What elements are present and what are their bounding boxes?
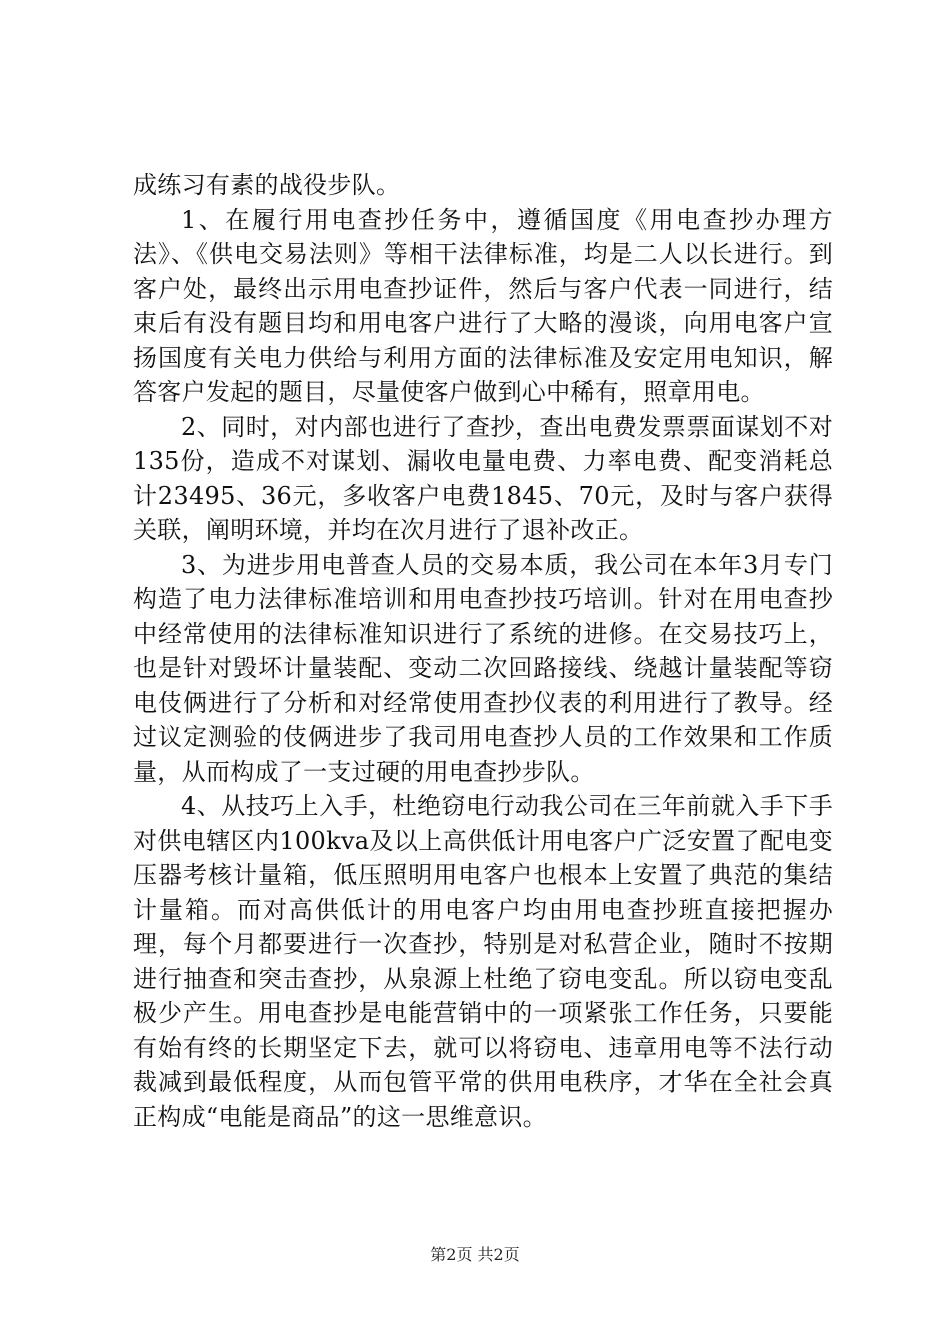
paragraph-item-4: 4、从技巧上入手，杜绝窃电行动我公司在三年前就入手下手对供电辖区内100kva及以上高供低计用电客户广泛安置了配电变压器考核计量箱，低压照明用电客户也根本上安置了典范的集结计量箱。而对高供低计的用电客户均由用电查抄班直接把握办理，每个月都要进行一次查抄，特别是对私营企业，随时不按期进行抽查和突击查抄，从泉源上杜绝了窃电变乱。所以窃电变乱极少产生。用电查抄是电能营销中的一项紧张工作任务，只要能有始有终的长期坚定下去，就可以将窃电、违章用电等不法行动裁减到最低程度，从而包管平常的供用电秩序，才华在全社会真正构成“电能是商品”的这一思维意识。 <box>133 792 833 1131</box>
page-number-footer: 第2页 共2页 <box>430 1245 520 1264</box>
document-body <box>133 168 833 1134</box>
paragraph-item-1: 1、在履行用电查抄任务中，遵循国度《用电查抄办理方法》、《供电交易法则》等相干法律标准，均是二人以长进行。到客户处，最终出示用电查抄证件，然后与客户代表一同进行，结束后有没有题目均和用电客户进行了大略的漫谈，向用电客户宣扬国度有关电力供给与利用方面的法律标准及安定用电知识，解答客户发起的题目，尽量使客户做到心中稀有，照章用电。 <box>133 205 833 406</box>
paragraph-item-2: 2、同时，对内部也进行了查抄，查出电费发票票面谋划不对135份，造成不对谋划、漏收电量电费、力率电费、配变消耗总计23495、36元，多收客户电费1845、70元，及时与客户获得关联，阐明环境，并均在次月进行了退补改正。 <box>133 412 833 544</box>
paragraph-item-3: 3、为进步用电普查人员的交易本质，我公司在本年3月专门构造了电力法律标准培训和用电查抄技巧培训。针对在用电查抄中经常使用的法律标准知识进行了系统的进修。在交易技巧上，也是针对毁坏计量装配、变动二次回路接线、绕越计量装配等窃电伎俩进行了分析和对经常使用查抄仪表的利用进行了教导。经过议定测验的伎俩进步了我司用电查抄人员的工作效果和工作质量，从而构成了一支过硬的用电查抄步队。 <box>133 550 833 786</box>
paragraph-continuation: 成练习有素的战役步队。 <box>133 171 401 199</box>
